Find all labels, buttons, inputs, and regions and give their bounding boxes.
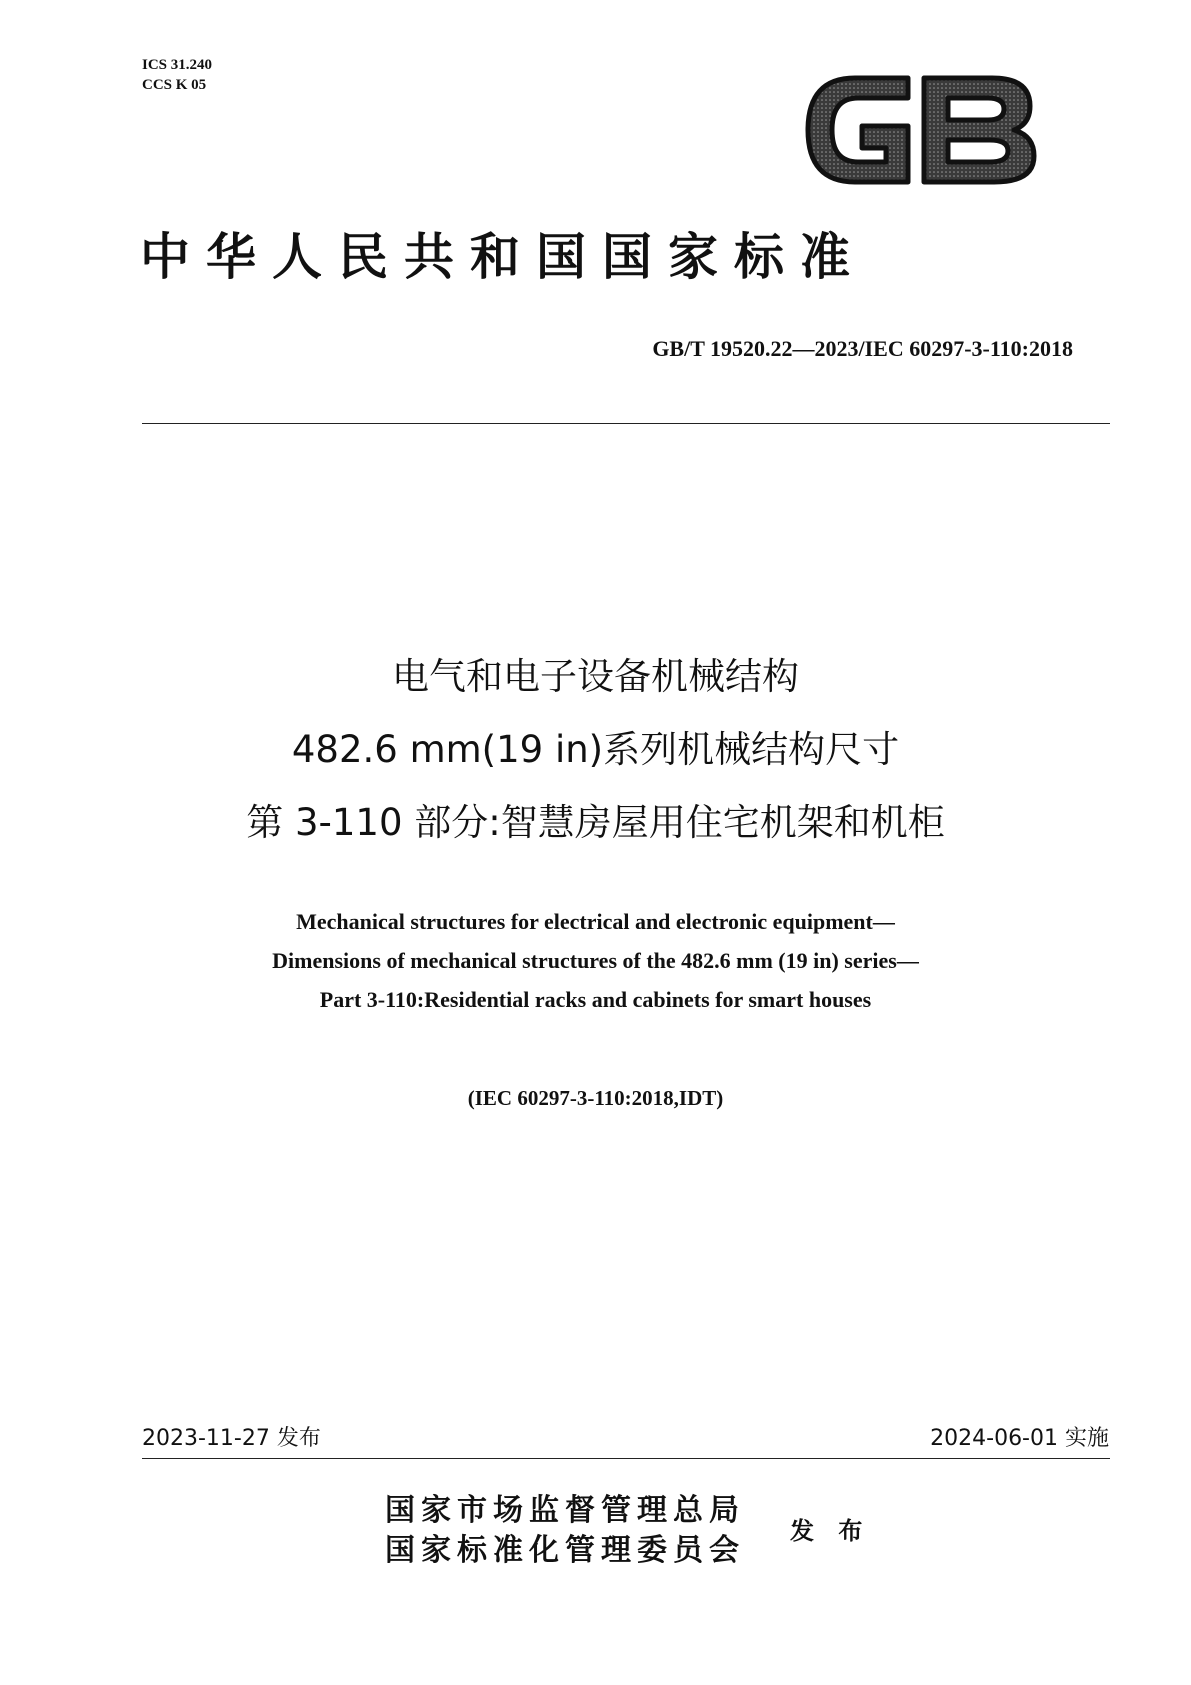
chinese-title-line-1: 电气和电子设备机械结构 (392, 655, 799, 698)
standard-number: GB/T 19520.22—2023/IEC 60297-3-110:2018 (652, 336, 1073, 361)
footer-divider (142, 1458, 1110, 1459)
issue-label: 发 布 (790, 1516, 871, 1545)
english-title-line-1: Mechanical structures for electrical and electronic equipment— (296, 909, 895, 934)
issuer-samr: 国家市场监督管理总局 (385, 1493, 745, 1528)
english-title (0, 902, 1191, 1019)
chinese-title (0, 640, 1191, 859)
equivalence-note: (IEC 60297-3-110:2018,IDT) (467, 1086, 724, 1110)
chinese-title-line-2: 482.6 mm(19 in)系列机械结构尺寸 (291, 728, 900, 771)
ccs-code: CCS K 05 (142, 77, 207, 93)
issuer-sac: 国家标准化管理委员会 (385, 1533, 745, 1568)
org-title: 中华人民共和国国家标准 (140, 227, 866, 286)
header-divider (142, 423, 1110, 424)
ics-code: ICS 31.240 (142, 57, 213, 73)
english-title-line-2: Dimensions of mechanical structures of the 482.6 mm (19 in) series— (272, 948, 919, 973)
effective-date: 2024-06-01 实施 (930, 1426, 1109, 1451)
gb-logo-icon (800, 70, 1040, 190)
classification-codes (142, 55, 212, 95)
publish-date: 2023-11-27 发布 (142, 1426, 321, 1451)
issuing-authorities (385, 1491, 745, 1571)
english-title-line-3: Part 3-110:Residential racks and cabinets for smart houses (319, 987, 872, 1012)
chinese-title-line-3: 第 3-110 部分:智慧房屋用住宅机架和机柜 (246, 801, 945, 844)
